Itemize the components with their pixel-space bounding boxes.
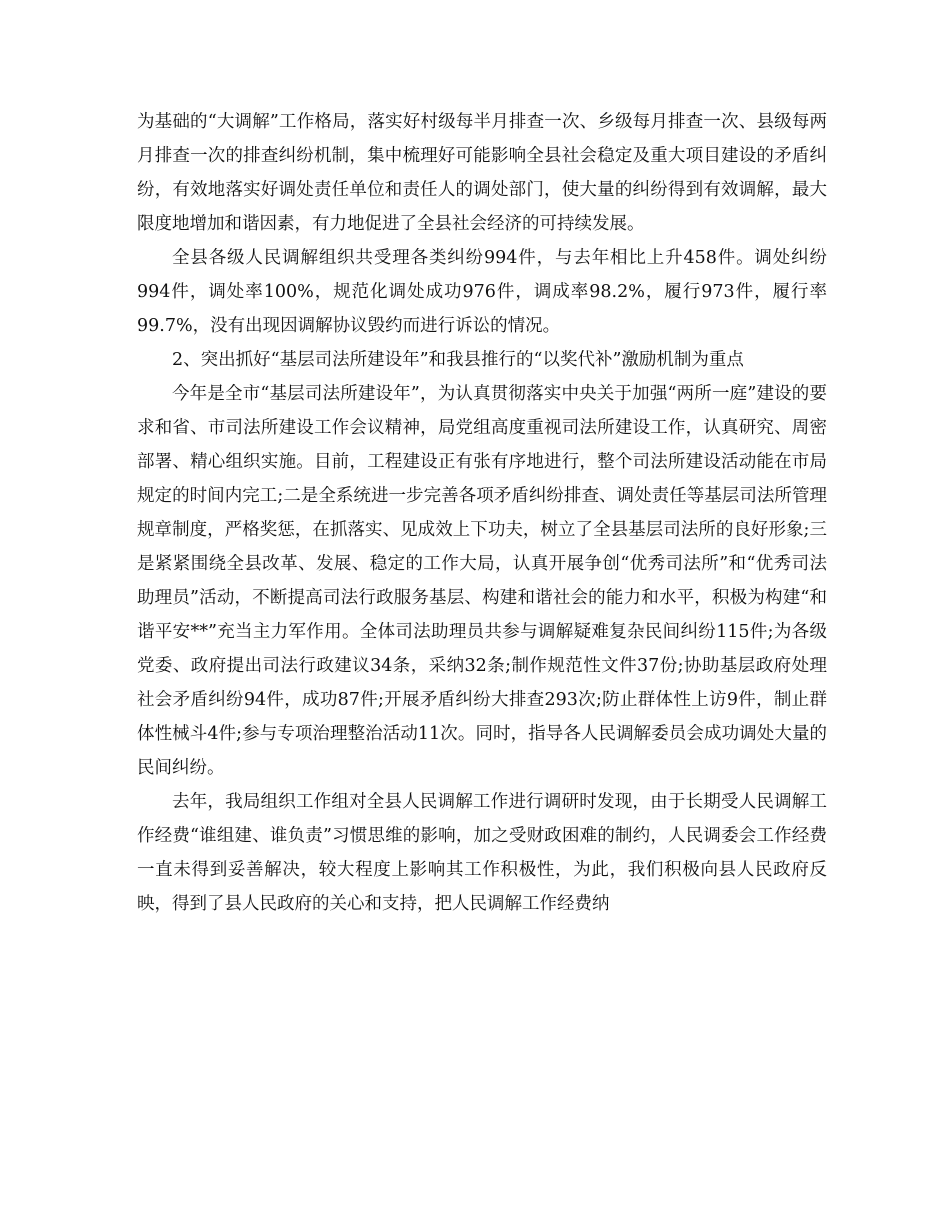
paragraph-5: 去年，我局组织工作组对全县人民调解工作进行调研时发现，由于长期受人民调解工作经费“谁组建、谁负责”习惯思维的影响，加之受财政困难的制约，人民调委会工作经费一直未得到妥善解决，较大程度上影响其工作积极性，为此，我们积极向县人民政府反映，得到了县人民政府的关心和支持，把人民调解工作经费纳 <box>137 792 827 914</box>
section-heading-2: 2、突出抓好“基层司法所建设年”和我县推行的“以奖代补”激励机制为重点 <box>172 350 744 370</box>
document-body <box>137 105 827 921</box>
paragraph-4: 今年是全市“基层司法所建设年”，为认真贯彻落实中央关于加强“两所一庭”建设的要求和省、市司法所建设工作会议精神，局党组高度重视司法所建设工作，认真研究、周密部署、精心组织实施。目前，工程建设正有张有序地进行，整个司法所建设活动能在市局规定的时间内完工;二是全系统进一步完善各项矛盾纠纷排查、调处责任等基层司法所管理规章制度，严格奖惩，在抓落实、见成效上下功夫，树立了全县基层司法所的良好形象;三是紧紧围绕全县改革、发展、稳定的工作大局，认真开展争创“优秀司法所”和“优秀司法助理员”活动，不断提高司法行政服务基层、构建和谐社会的能力和水平，积极为构建“和谐平安**”充当主力军作用。全体司法助理员共参与调解疑难复杂民间纠纷115件;为各级党委、政府提出司法行政建议34条，采纳32条;制作规范性文件37份;协助基层政府处理社会矛盾纠纷94件，成功87件;开展矛盾纠纷大排查293次;防止群体性上访9件，制止群体性械斗4件;参与专项治理整治活动11次。同时，指导各人民调解委员会成功调处大量的民间纠纷。 <box>137 384 827 778</box>
paragraph-2: 全县各级人民调解组织共受理各类纠纷994件，与去年相比上升458件。调处纠纷994件，调处率100%，规范化调处成功976件，调成率98.2%，履行973件，履行率99.7%，没有出现因调解协议毁约而进行诉讼的情况。 <box>137 248 827 336</box>
paragraph-1: 为基础的“大调解”工作格局，落实好村级每半月排查一次、乡级每月排查一次、县级每两月排查一次的排查纠纷机制，集中梳理好可能影响全县社会稳定及重大项目建设的矛盾纠纷，有效地落实好调处责任单位和责任人的调处部门，使大量的纠纷得到有效调解，最大限度地增加和谐因素，有力地促进了全县社会经济的可持续发展。 <box>137 112 827 234</box>
